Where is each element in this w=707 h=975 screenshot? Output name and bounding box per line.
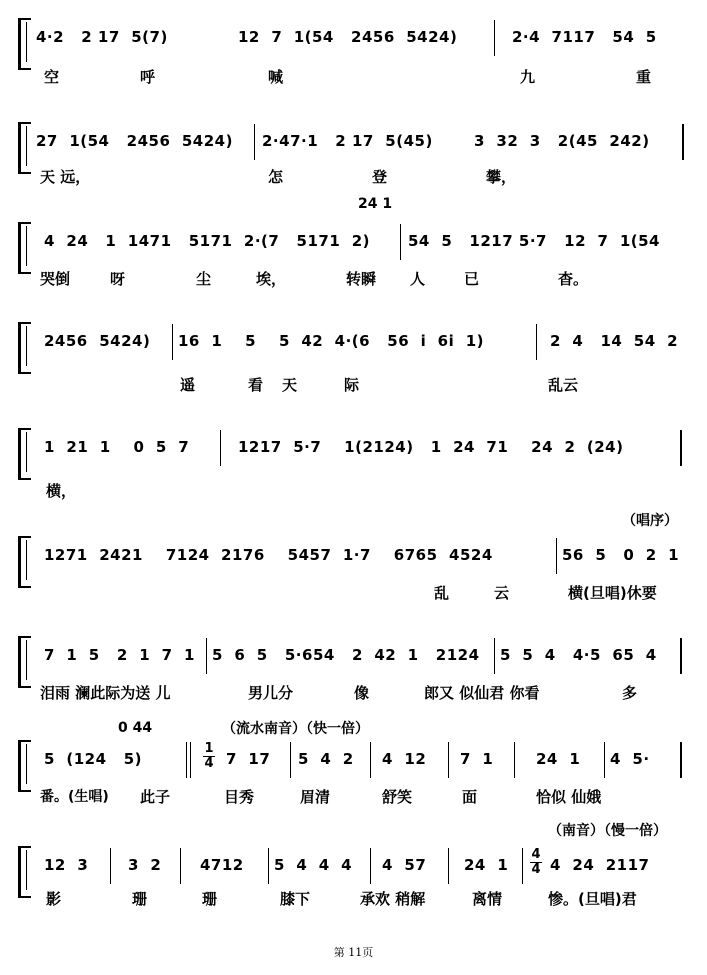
measure-2-notes: 12 7 1(54 2456 5424) [238, 28, 458, 46]
measure-1-notes: 1 21 1 0 5 7 [44, 438, 190, 456]
time-signature [530, 848, 542, 877]
system-brace [18, 740, 31, 792]
barline [110, 848, 111, 884]
system-1 [0, 18, 707, 113]
lyric: 目秀 [224, 788, 255, 806]
lyric: 哭倒 [40, 270, 71, 288]
barline [400, 224, 401, 260]
lyric: 天 远， [40, 168, 91, 186]
measure-7-notes: 4 5· [610, 750, 650, 768]
ts-bottom: 4 [531, 862, 541, 877]
measure-1-notes: 4 24 1 1471 5171 2·(7 5171 2) [44, 232, 370, 250]
barline [254, 124, 255, 160]
measure-2-notes: 7 17 [226, 750, 271, 768]
lyric: 登 [372, 168, 388, 186]
lyric: 恰似 仙娥 [536, 788, 602, 806]
measure-2-notes: 3 2 [128, 856, 162, 874]
measure-1-notes: 5 (124 5) [44, 750, 143, 768]
ts-bottom: 4 [204, 756, 214, 771]
annotation: （唱序） [622, 513, 678, 529]
system-brace [18, 222, 31, 274]
brace-inner-line [26, 540, 27, 580]
system-9 [0, 823, 707, 941]
barline [172, 324, 173, 360]
barline [290, 742, 291, 778]
lyric: 郎又 似仙君 你看 [424, 684, 540, 702]
measure-3-notes: 5 5 4 4·5 65 4 [500, 646, 657, 664]
measure-2-notes: 16 1 5 5 42 4·(6 56 i 6i 1) [178, 332, 484, 350]
lyric: 膝下 [280, 890, 311, 908]
brace-inner-line [26, 640, 27, 680]
measure-2-notes: 56 5 0 2 1 [562, 546, 680, 564]
annotation: 0 44 [118, 720, 153, 736]
time-signature [203, 742, 215, 771]
ts-top: 1 [204, 741, 214, 756]
barline [680, 430, 682, 466]
system-6 [0, 513, 707, 631]
measure-6-notes: 24 1 [464, 856, 509, 874]
lyric: 离情 [472, 890, 503, 908]
lyric: 杳。 [558, 270, 589, 288]
barline [680, 742, 682, 778]
lyric: 承欢 稍解 [360, 890, 426, 908]
barline [604, 742, 605, 778]
ts-top: 4 [531, 847, 541, 862]
system-brace [18, 122, 31, 174]
barline [448, 742, 449, 778]
lyric: 云 [494, 584, 510, 602]
measure-1-notes: 7 1 5 2 1 7 1 [44, 646, 195, 664]
barline [494, 638, 495, 674]
brace-inner-line [26, 22, 27, 62]
lyric: 喊 [268, 68, 284, 86]
lyric: 看 [248, 376, 264, 394]
lyric: 珊 [202, 890, 218, 908]
measure-4-notes: 5 4 4 4 [274, 856, 353, 874]
system-brace [18, 322, 31, 374]
system-5 [0, 428, 707, 523]
lyric: 人 [410, 270, 426, 288]
system-4 [0, 322, 707, 417]
measure-5-notes: 4 57 [382, 856, 427, 874]
brace-inner-line [26, 432, 27, 472]
measure-3-notes: 5 4 2 [298, 750, 354, 768]
measure-2-notes: 54 5 1217 5·7 12 7 1(54 [408, 232, 660, 250]
brace-inner-line [26, 126, 27, 166]
lyric: 埃， [256, 270, 287, 288]
system-brace [18, 18, 31, 70]
measure-2-notes: 2·47·1 2 17 5(45) [262, 132, 433, 150]
lyric: 天 [282, 376, 298, 394]
lyric: 多 [622, 684, 638, 702]
double-barline [186, 742, 191, 778]
lyric: 呼 [140, 68, 156, 86]
brace-inner-line [26, 226, 27, 266]
system-3 [0, 196, 707, 317]
system-brace [18, 846, 31, 898]
lyric: 重 [636, 68, 652, 86]
system-2 [0, 122, 707, 217]
lyric: 横， [46, 482, 77, 500]
barline [536, 324, 537, 360]
system-brace [18, 536, 31, 588]
measure-5-notes: 7 1 [460, 750, 494, 768]
barline [180, 848, 181, 884]
barline [448, 848, 449, 884]
barline [682, 124, 684, 160]
barline [494, 20, 495, 56]
lyric: 尘 [196, 270, 212, 288]
measure-3-notes: 4712 [200, 856, 244, 874]
barline [514, 742, 515, 778]
barline [220, 430, 221, 466]
barline [206, 638, 207, 674]
measure-6-notes: 24 1 [536, 750, 581, 768]
measure-1-notes: 2456 5424) [44, 332, 151, 350]
lyric: 惨。(旦唱)君 [548, 890, 637, 908]
lyric: 眉清 [300, 788, 331, 806]
lyric: 呀 [110, 270, 126, 288]
barline [680, 638, 682, 674]
lyric: 影 [46, 890, 62, 908]
lyric: 怎 [268, 168, 284, 186]
lyric: 像 [354, 684, 370, 702]
measure-7-notes: 4 24 2117 [550, 856, 650, 874]
measure-3-notes: 2·4 7117 54 5 [512, 28, 657, 46]
barline [370, 742, 371, 778]
measure-1-notes: 27 1(54 2456 5424) [36, 132, 233, 150]
measure-1-notes: 4·2 2 17 5(7) [36, 28, 168, 46]
system-brace [18, 636, 31, 688]
lyric: 珊 [132, 890, 148, 908]
lyric: 面 [462, 788, 478, 806]
lyric: 空 [44, 68, 60, 86]
lyric: 攀， [486, 168, 517, 186]
measure-1-notes: 12 3 [44, 856, 89, 874]
lyric: 际 [344, 376, 360, 394]
lyric: 此子 [140, 788, 171, 806]
annotation: （南音）（慢一倍） [548, 823, 667, 839]
lyric: 转瞬 [346, 270, 377, 288]
lyric: 舒笑 [382, 788, 413, 806]
barline [522, 848, 523, 884]
lyric: 乱云 [548, 376, 579, 394]
lyric: 男儿分 [248, 684, 294, 702]
lyric: 遥 [180, 376, 196, 394]
lyric: 九 [520, 68, 536, 86]
barline [370, 848, 371, 884]
measure-4-notes: 4 12 [382, 750, 427, 768]
brace-inner-line [26, 326, 27, 366]
lyric: 已 [464, 270, 480, 288]
measure-2-notes: 1217 5·7 1(2124) 1 24 71 24 2 (24) [238, 438, 624, 456]
page-number: 第 11页 [333, 946, 374, 959]
brace-inner-line [26, 850, 27, 890]
system-7 [0, 636, 707, 731]
barline [556, 538, 557, 574]
measure-3-notes: 3 32 3 2(45 242) [474, 132, 650, 150]
system-brace [18, 428, 31, 480]
measure-3-notes: 2 4 14 54 2 [550, 332, 679, 350]
brace-inner-line [26, 744, 27, 784]
measure-2-notes: 5 6 5 5·654 2 42 1 2124 [212, 646, 480, 664]
annotation: （流水南音）（快一倍） [222, 721, 369, 737]
lyric: 泪雨 澜此际为送 儿 [40, 684, 171, 702]
annotation: 24 1 [358, 196, 393, 212]
barline [268, 848, 269, 884]
measure-1-notes: 1271 2421 7124 2176 5457 1·7 6765 4524 [44, 546, 493, 564]
lyric: 乱 [434, 584, 450, 602]
lyric: 横(旦唱)休要 [568, 584, 657, 602]
lyric: 番。(生唱) [40, 789, 109, 805]
